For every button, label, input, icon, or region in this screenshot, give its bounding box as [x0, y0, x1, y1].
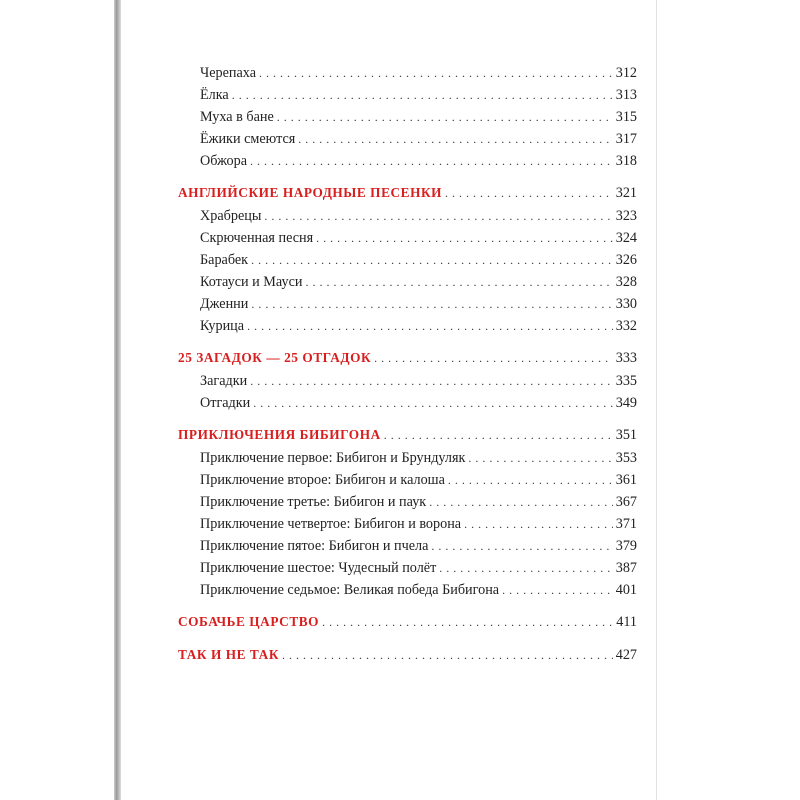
toc-entry-page: 315	[615, 109, 637, 125]
toc-entry[interactable]	[178, 205, 637, 227]
toc-leader-dots	[251, 293, 612, 315]
toc-leader-dots	[322, 610, 613, 634]
toc-entry-page: 361	[615, 472, 637, 488]
toc-leader-dots	[384, 423, 613, 447]
toc-leader-dots	[282, 643, 613, 667]
toc-entry-page: 335	[615, 373, 637, 389]
toc-entry-title: Приключение третье: Бибигон и паук	[200, 494, 427, 510]
toc-entry[interactable]	[178, 557, 637, 579]
toc-entry[interactable]	[178, 469, 637, 491]
toc-entry[interactable]	[178, 84, 637, 106]
toc-leader-dots	[431, 535, 612, 557]
table-of-contents	[178, 62, 637, 667]
toc-leader-dots	[305, 271, 612, 293]
toc-entry-title: Черепаха	[200, 65, 257, 81]
toc-leader-dots	[429, 491, 613, 513]
page-edge	[656, 0, 657, 800]
toc-entry-title: Приключение первое: Бибигон и Брундуляк	[200, 450, 466, 466]
toc-section-heading[interactable]	[178, 346, 637, 370]
toc-entry[interactable]	[178, 491, 637, 513]
toc-leader-dots	[502, 579, 613, 601]
toc-leader-dots	[264, 205, 612, 227]
toc-entry-title: Приключение седьмое: Великая победа Бибигона	[200, 582, 500, 598]
toc-entry-page: 312	[615, 65, 637, 81]
toc-entry[interactable]	[178, 249, 637, 271]
toc-entry-title: Приключение пятое: Бибигон и пчела	[200, 538, 429, 554]
toc-entry-title: Приключение четвертое: Бибигон и ворона	[200, 516, 462, 532]
toc-entry-title: Приключение шестое: Чудесный полёт	[200, 560, 437, 576]
toc-entry-page: 323	[615, 208, 637, 224]
toc-entry[interactable]	[178, 513, 637, 535]
toc-section-heading[interactable]	[178, 423, 637, 447]
toc-entry[interactable]	[178, 128, 637, 150]
toc-entry[interactable]	[178, 315, 637, 337]
toc-entry-title: Приключение второе: Бибигон и калоша	[200, 472, 445, 488]
toc-leader-dots	[448, 469, 613, 491]
toc-leader-dots	[439, 557, 612, 579]
toc-leader-dots	[232, 84, 613, 106]
toc-entry[interactable]	[178, 227, 637, 249]
toc-entry-title: Скрюченная песня	[200, 230, 314, 246]
toc-section-title: СОБАЧЬЕ ЦАРСТВО	[178, 614, 320, 629]
toc-section-page: 427	[615, 647, 637, 663]
toc-entry-page: 371	[615, 516, 637, 532]
toc-entry-page: 317	[615, 131, 637, 147]
toc-leader-dots	[316, 227, 613, 249]
toc-entry-page: 330	[615, 296, 637, 312]
toc-entry-title: Загадки	[200, 373, 248, 389]
toc-leader-dots	[277, 106, 613, 128]
toc-entry[interactable]	[178, 535, 637, 557]
toc-section-title: ТАК И НЕ ТАК	[178, 647, 280, 662]
toc-entry-page: 318	[615, 153, 637, 169]
toc-entry-page: 328	[615, 274, 637, 290]
toc-entry[interactable]	[178, 62, 637, 84]
toc-section-page: 321	[615, 185, 637, 201]
toc-entry-page: 367	[615, 494, 637, 510]
page-spine-shadow	[114, 0, 121, 800]
toc-section-title: АНГЛИЙСКИЕ НАРОДНЫЕ ПЕСЕНКИ	[178, 185, 443, 200]
toc-entry[interactable]	[178, 579, 637, 601]
toc-entry-title: Ёлка	[200, 87, 229, 103]
toc-entry-page: 326	[615, 252, 637, 268]
toc-leader-dots	[298, 128, 612, 150]
toc-entry-page: 313	[615, 87, 637, 103]
toc-entry-page: 332	[615, 318, 637, 334]
toc-entry-page: 379	[615, 538, 637, 554]
toc-section-heading[interactable]	[178, 181, 637, 205]
toc-leader-dots	[250, 150, 613, 172]
toc-entry[interactable]	[178, 293, 637, 315]
toc-entry[interactable]	[178, 392, 637, 414]
toc-leader-dots	[253, 392, 612, 414]
toc-leader-dots	[247, 315, 613, 337]
toc-entry-title: Храбрецы	[200, 208, 262, 224]
toc-leader-dots	[259, 62, 613, 84]
toc-entry-page: 353	[615, 450, 637, 466]
toc-entry-page: 349	[615, 395, 637, 411]
toc-entry-title: Дженни	[200, 296, 249, 312]
toc-leader-dots	[374, 346, 613, 370]
toc-entry[interactable]	[178, 370, 637, 392]
toc-leader-dots	[250, 370, 612, 392]
toc-section-heading[interactable]	[178, 610, 637, 634]
toc-entry[interactable]	[178, 447, 637, 469]
toc-section-heading[interactable]	[178, 643, 637, 667]
toc-entry-page: 387	[615, 560, 637, 576]
toc-entry[interactable]	[178, 106, 637, 128]
toc-section-title: 25 ЗАГАДОК — 25 ОТГАДОК	[178, 350, 372, 365]
toc-entry-title: Муха в бане	[200, 109, 274, 125]
toc-entry-title: Ёжики смеются	[200, 131, 296, 147]
toc-leader-dots	[464, 513, 613, 535]
toc-entry-page: 401	[615, 582, 637, 598]
toc-entry-title: Отгадки	[200, 395, 251, 411]
toc-entry-title: Барабек	[200, 252, 249, 268]
toc-leader-dots	[251, 249, 613, 271]
toc-leader-dots	[468, 447, 612, 469]
toc-entry-page: 324	[615, 230, 637, 246]
toc-entry[interactable]	[178, 271, 637, 293]
toc-entry-title: Обжора	[200, 153, 248, 169]
toc-section-title: ПРИКЛЮЧЕНИЯ БИБИГОНА	[178, 427, 381, 442]
toc-entry-title: Котауси и Мауси	[200, 274, 303, 290]
toc-entry[interactable]	[178, 150, 637, 172]
toc-section-page: 333	[615, 350, 637, 366]
toc-leader-dots	[445, 181, 613, 205]
toc-section-page: 411	[616, 614, 637, 630]
toc-entry-title: Курица	[200, 318, 245, 334]
toc-section-page: 351	[615, 427, 637, 443]
